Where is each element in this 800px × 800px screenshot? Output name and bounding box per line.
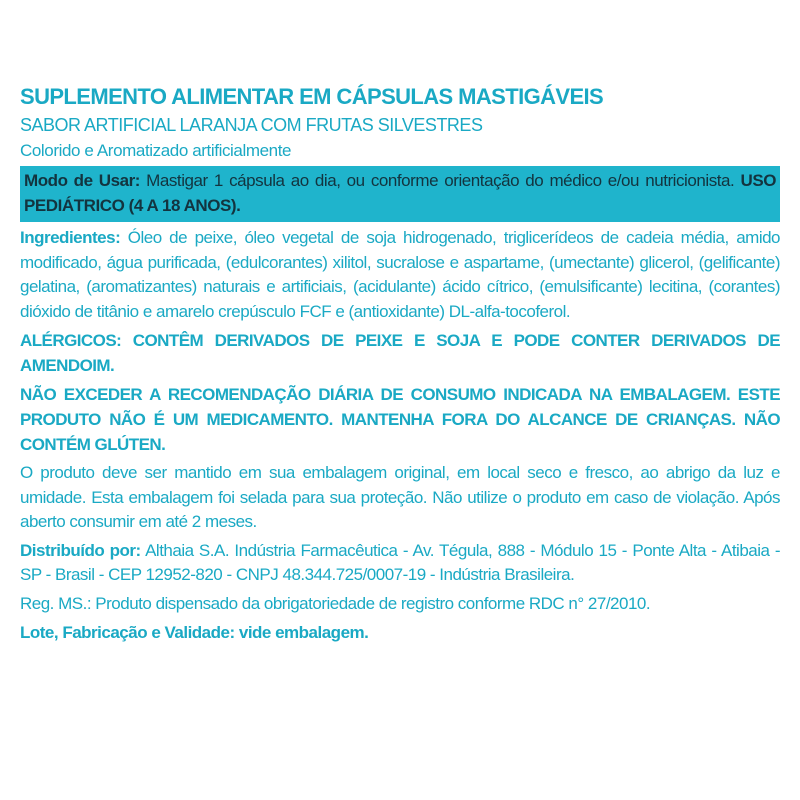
distributor-text: Althaia S.A. Indústria Farmacêutica - Av. Tégula, 888 - Módulo 15 - Ponte Alta - Atibaia - SP - Brasil - CEP 12952-820 - CNPJ 48.344.725/0007-19 - Indústria Brasileira. [20,540,781,584]
consumption-warning: NÃO EXCEDER A RECOMENDAÇÃO DIÁRIA DE CONSUMO INDICADA NA EMBALAGEM. ESTE PRODUTO NÃO É UM MEDICAMENTO. MANTENHA FORA DO ALCANCE DE CRIANÇAS. NÃO CONTÉM GLÚTEN. [20,385,780,454]
coloring-line: Colorido e Aromatizado artificialmente [20,141,292,160]
storage-instructions: O produto deve ser mantido em sua embalagem original, em local seco e fresco, ao abrigo da luz e umidade. Esta embalagem foi selada para sua proteção. Não utilize o produto em caso de violação. Após aberto consumir em até 2 meses. [20,463,780,531]
flavor-line: SABOR ARTIFICIAL LARANJA COM FRUTAS SILVESTRES [20,115,483,135]
ingredients-paragraph [20,226,780,324]
allergens-warning: ALÉRGICOS: CONTÊM DERIVADOS DE PEIXE E SOJA E PODE CONTER DERIVADOS DE AMENDOIM. [20,331,780,375]
product-label [20,82,780,646]
batch-info: Lote, Fabricação e Validade: vide embalagem. [20,623,369,642]
distributor-info [20,539,780,588]
distributor-label: Distribuído por: [20,540,141,560]
product-title: SUPLEMENTO ALIMENTAR EM CÁPSULAS MASTIGÁVEIS [20,84,604,109]
usage-text: Mastigar 1 cápsula ao dia, ou conforme orientação do médico e/ou nutricionista. [140,171,741,190]
ingredients-text: Óleo de peixe, óleo vegetal de soja hidrogenado, triglicerídeos de cadeia média, amido modificado, água purificada, (edulcorantes) xilitol, sucralose e aspartame, (umectante) glicerol, (gelificante) gelatina, (aromatizantes) naturais e artificiais, (acidulante) ácido cítrico, (emulsificante) lecitina, (corantes) dióxido de titânio e amarelo crepúsculo FCF e (antioxidante) DL-alfa-tocoferol. [20,228,780,321]
registration-info: Reg. MS.: Produto dispensado da obrigatoriedade de registro conforme RDC n° 27/2010. [20,593,651,613]
ingredients-label: Ingredientes: [20,228,121,247]
usage-instructions-band [20,166,780,222]
usage-label: Modo de Usar: [24,171,140,190]
pediatric-use-note: USO PEDIÁTRICO (4 A 18 ANOS). [24,171,776,215]
